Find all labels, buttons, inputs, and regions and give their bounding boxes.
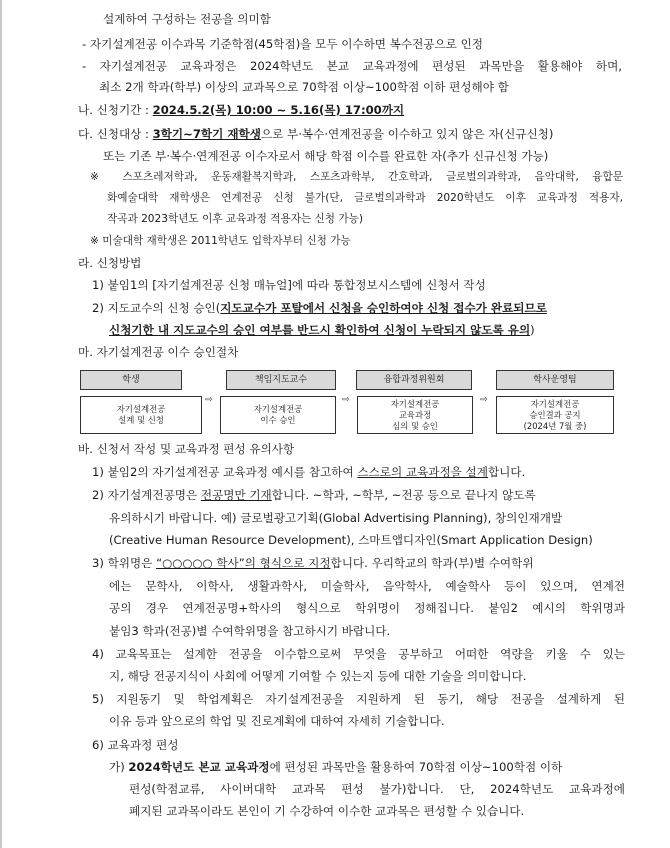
note-3-wrap-3	[109, 600, 625, 616]
intro-line-1: 설계하여 구성하는 전공을 의미함	[103, 12, 271, 26]
note-4-line-1: 4) 교육목표는 설계한 전공을 이수함으로써 무엇을 공부하고 어떠한 역량을 키울 수 있는	[92, 647, 625, 661]
method-item-2	[92, 300, 547, 316]
target-rest: 으로 부·복수·연계전공을 이수하고 있지 않은 자(신규신청)	[260, 127, 554, 141]
period-value: 2024.5.2(목) 10:00 ~ 5.16(목) 17:00까지	[152, 103, 405, 117]
method-heading: 라. 신청방법	[78, 256, 142, 270]
target-line-2: 또는 기존 부·복수·연계전공 이수자로서 해당 학점 이수를 완료한 자(추가 신규신청 가능)	[103, 149, 549, 163]
note-6: 6) 교육과정 편성	[92, 738, 179, 752]
note1-wrap-1	[90, 169, 623, 185]
method-item-2-end: )	[530, 323, 535, 337]
eligibility	[78, 126, 553, 142]
method-item-2-line-2	[109, 322, 535, 338]
target-label: 다. 신청대상 :	[78, 127, 153, 141]
note-1	[92, 464, 525, 480]
note-3-line-2: 에는 문학사, 이학사, 생활과학사, 미술학사, 음악학사, 예술학사 등이 있으며, 연계전	[109, 579, 625, 593]
intro-line-3: - 자기설계전공 교육과정은 2024학년도 본교 교육과정에 편성된 과목만을 활용해야 하며,	[82, 59, 622, 73]
phase-student: 학생	[80, 370, 182, 390]
note-3	[92, 555, 534, 571]
method-item-1: 1) 붙임1의 [자기설계전공 신청 매뉴얼]에 따라 통합정보시스템에 신청서 작성	[92, 278, 486, 292]
note-6a-wrap-2	[129, 781, 625, 797]
intro-line-3-wrap	[82, 58, 622, 74]
note-6a-post: 에 편성된 과목만을 활용하여 70학점 이상~100학점 이하	[269, 760, 563, 774]
note-3-post: 합니다. 우리학교의 학과(부)별 수여학위	[330, 556, 534, 570]
note1-line-2: 화예술대학 재학생은 연계전공 신청 불가(단, 글로벌의과학과 2020학년도 이후 교육과정 적용자,	[107, 192, 623, 204]
note-1-post: 합니다.	[487, 465, 526, 479]
step-3-line-3: 심의 및 승인	[392, 420, 438, 431]
step-design-apply	[80, 396, 202, 434]
note-3-wrap-2	[109, 578, 625, 594]
note-2	[92, 487, 536, 503]
note1-wrap-2	[107, 190, 623, 206]
note-6a-pre: 가)	[109, 760, 129, 774]
step-committee-review	[357, 396, 473, 434]
step-4-line-1: 자기설계전공	[530, 398, 580, 409]
note-5-line-2: 이유 등과 앞으로의 학업 및 진로계획에 대하여 자세히 기술합니다.	[109, 714, 445, 728]
step-2-line-2: 이수 승인	[260, 415, 296, 425]
note-3-emph: “○○○○○ 학사”의 형식으로 지정	[156, 556, 331, 570]
note1-line-1: ※ 스포츠레저학과, 운동재활복지학과, 스포츠과학부, 간호학과, 글로벌의과학과, 음악대학, 융합문	[90, 171, 623, 183]
note-4-wrap	[92, 646, 625, 662]
step-3-line-1: 자기설계전공	[390, 398, 440, 409]
method-item-2-pre: 2) 지도교수의 신청 승인(	[92, 301, 221, 315]
note-3-pre: 3) 학위명은	[92, 556, 157, 570]
note-3-line-4: 붙임3 학과(전공)별 수여학위명을 참고하시기 바랍니다.	[109, 624, 391, 638]
note-5-line-1: 5) 지원동기 및 학업계획은 자기설계전공을 지원하게 된 동기, 해당 전공을 설계하게 된	[92, 692, 625, 706]
note-3-line-3: 공의 경우 연계전공명+학사의 형식으로 학위명이 정해집니다. 붙임2 예시의 학위명과	[109, 601, 625, 615]
step-4-line-2: 승인결과 공지	[529, 409, 581, 420]
step-result-notice	[496, 396, 614, 434]
note-6a-line-3: 폐지된 교과목이라도 본인이 기 수강하여 이수한 교과목은 편성할 수 있습니다.	[129, 804, 525, 818]
phase-advisor: 책임지도교수	[226, 370, 336, 390]
procedure-heading: 마. 자기설계전공 이수 승인절차	[78, 345, 239, 359]
note-2-emph: 전공명만 기재	[200, 488, 272, 502]
intro-line-4: 최소 2개 학과(학부) 이상의 교과목으로 70학점 이상~100학점 이하 편성해야 함	[99, 80, 509, 94]
page-edge	[0, 0, 2, 848]
note-2-line-3: (Creative Human Resource Development), 스마트앱디자인(Smart Application Design)	[109, 533, 593, 547]
intro-line-2: - 자기설계전공 이수과목 기준학점(45학점)을 모두 이수하면 복수전공으로 인정	[82, 37, 483, 51]
note-2-pre: 2) 자기설계전공명은	[92, 488, 201, 502]
method-item-2-emph: 지도교수가 포탈에서 신청을 승인하여야 신청 접수가 완료되므로	[220, 301, 547, 315]
period-label: 나. 신청기간 :	[78, 103, 153, 117]
step-3-line-2: 교육과정	[398, 409, 432, 420]
note1-line-3: 작곡과 2023학년도 이후 교육과정 적용자는 신청 가능)	[107, 213, 363, 225]
step-advisor-approval	[220, 396, 336, 434]
arrow-3-icon: ⇨	[480, 395, 488, 405]
note-6a-line-2: 편성(학점교류, 사이버대학 교과목 편성 불가)합니다. 단, 2024학년도 교육과정에	[129, 782, 625, 796]
phase-academic-team: 학사운영팀	[496, 370, 614, 390]
note-2-post: 합니다. ~학과, ~학부, ~전공 등으로 끝나지 않도록	[271, 488, 536, 502]
method-item-2-emph-2: 신청기한 내 지도교수의 승인 여부를 반드시 확인하여 신청이 누락되지 않도록 유의	[109, 323, 531, 337]
note-6a-emph: 2024학년도 본교 교육과정	[128, 760, 270, 774]
note-1-emph: 스스로의 교육과정을 설계	[357, 465, 488, 479]
phase-committee: 융합과정위원회	[356, 370, 472, 390]
arrow-1-icon: ⇨	[205, 395, 213, 405]
note-2-line-2: 유의하시기 바랍니다. 예) 글로벌광고기획(Global Advertising Planning), 창의인재개발	[109, 511, 563, 525]
note-4-line-2: 지, 해당 전공지식이 사회에 어떻게 기여할 수 있는지 등에 대한 기술을 의미합니다.	[109, 669, 527, 683]
target-emph: 3학기~7학기 재학생	[152, 127, 261, 141]
note2: ※ 미술대학 재학생은 2011학년도 입학자부터 신청 가능	[90, 235, 351, 247]
application-period	[78, 102, 404, 118]
notes-heading: 바. 신청서 작성 및 교육과정 편성 유의사항	[78, 442, 295, 456]
step-4-line-3: (2024년 7월 중)	[523, 420, 587, 431]
note-6a	[109, 759, 562, 775]
note-5-wrap	[92, 691, 625, 707]
step-1-line-2: 설계 및 신청	[118, 415, 164, 425]
step-2-line-1: 자기설계전공	[253, 404, 303, 414]
step-1-line-1: 자기설계전공	[116, 404, 166, 414]
note-1-pre: 1) 붙임2의 자기설계전공 교육과정 예시를 참고하여	[92, 465, 358, 479]
arrow-2-icon: ⇨	[342, 395, 350, 405]
